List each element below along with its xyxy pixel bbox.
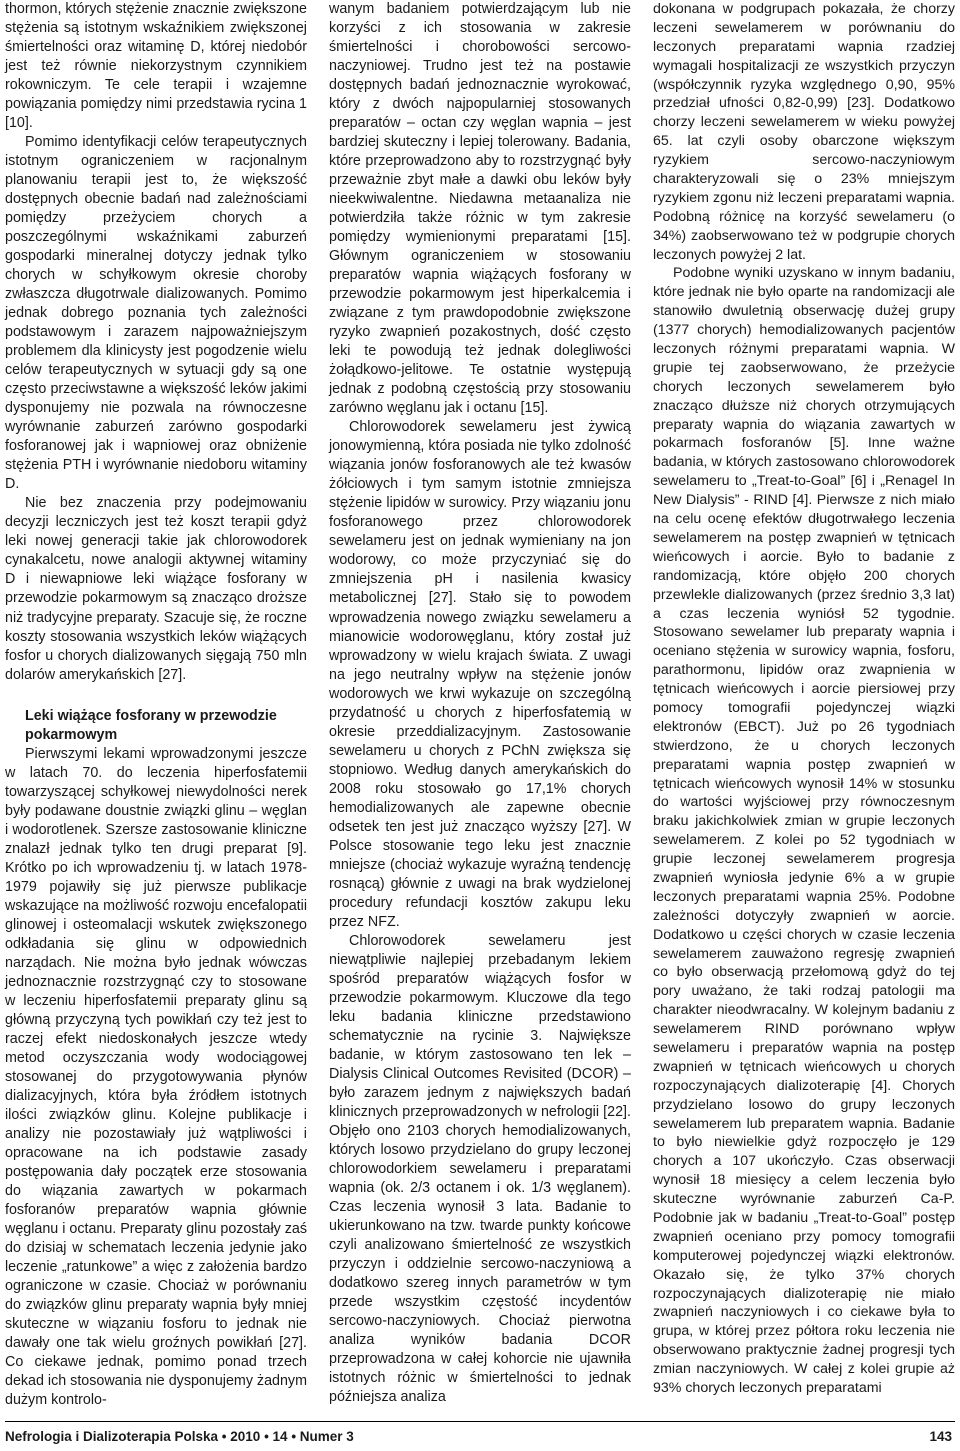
section-heading: Leki wiążące fosforany w przewodzie pokarmowym xyxy=(25,707,277,743)
paragraph: Pierwszymi lekami wprowadzonymi jeszcze w latach 70. do leczenia hiperfosfatemii towarzyszącej schyłkowej niewydolności nerek były podawane doustnie związki glinu – węglan i wodorotlenek. Szersze zastosowanie kliniczne znalazł jednak tylko ten drugi preparat [9]. Krótko po ich wprowadzeniu tj. w latach 1978-1979 pojawiły się już pierwsze publikacje wskazujące na możliwość rozwoju encefalopatii glinowej i osteomalacji wskutek zwiększonego odkładania się glinu w odpowiednich narządach. Nie można było jednak wówczas jednoznacznie rozstrzygnąć czy to stosowane w leczeniu hiperfosfatemii preparaty glinu są główną przyczyną tych powikłań czy też jest to raczej efekt niedoskonałych jeszcze wtedy metod oczyszczania wody wodociągowej stosowanej do przygotowywania płynów dializacyjnych, która była źródłem istotnych ilości związków glinu. Kolejne publikacje i analizy nie pozostawiały już wątpliwości i opracowane na ich podstawie zasady postępowania dały początek erze stosowania do wiązania zawartych w pokarmach fosforanów preparatów wapnia głównie węglanu i octanu. Preparaty glinu pozostały zaś do dzisiaj w schematach leczenia jedynie jako leczenie „ratunkowe” a więc z założenia bardzo ograniczone w czasie. Chociaż w porównaniu do związków glinu preparaty wapnia były mniej skuteczne w wiązaniu fosforu to jednak nie dawały one tak wielu groźnych powikłań [27]. Co ciekawe jednak, pomimo ponad trzech dekad ich stosowania nie dysponujemy żadnym dużym kontrolo- xyxy=(5,745,308,1409)
text-column-1 xyxy=(5,0,307,1410)
footer-divider xyxy=(5,1421,955,1422)
paragraph: dokonana w podgrupach pokazała, że chorzy leczeni sewelamerem w porównaniu do leczonych preparatami wapnia rzadziej wymagali hospitalizacji ze wszystkich przyczyn (współczynnik ryzyka względnego 0,90, 95% przedział ufności 0,82-0,99) [23]. Dodatkowo chorzy leczeni sewelamerem w wieku powyżej 65. lat czyli osoby obarczone większym ryzykiem sercowo-naczyniowym charakteryzowali się o 23% mniejszym ryzykiem zgonu niż leczeni preparatami wapnia. Podobną różnicę na korzyść sewelameru (o 34%) zaobserwowano też w podgrupie chorych leczonych powyżej 2 lat. xyxy=(653,1,955,263)
paragraph: thormon, których stężenie znacznie zwiększone stężenia są istotnym wskaźnikiem zwiększonej śmiertelności oraz witaminę D, której niedobór jest też równie niekorzystnym czynnikiem rokowniczym. Te cele terapii i wzajemne powiązania pomiędzy nimi przedstawia rycina 1 [10]. xyxy=(5,1,307,132)
paragraph: Podobne wyniki uzyskano w innym badaniu, które jednak nie było oparte na randomizacji ale stanowiło dwuletnią obserwację dużej grupy (1377 chorych) hemodializowanych pacjentów leczonych różnymi preparatami wapnia. W grupie tej zaobserwowano, że przeżycie chorych leczonych sewelamerem było znacząco dłuższe niż chorych otrzymujących preparaty wapnia do wiązania zawartych w pokarmach fosforanów [5]. Inne ważne badania, w których zastosowano chlorowodorek sewelameru to „Treat-to-Goal” [6] i „Renagel In New Dialysis” - RIND [4]. Pierwsze z nich miało na celu ocenę efektów długotrwałego leczenia sewelamerem na postęp zwapnień w tętnicach wieńcowych i aorcie. Było to badanie z randomizacją, które objęło 200 chorych przewlekle dializowanych (przez średnio 3,3 lat) a czas leczenia wyniósł 52 tygodnie. Stosowano sewelamer lub preparaty wapnia i oceniano stężenia w surowicy wapnia, fosforu, parathormonu, lipidów oraz zwapnienia w tętnicach wieńcowych i aorcie piersiowej przy pomocy tomografii pojedynczej wiązki elektronów (EBCT). Już po 26 tygodniach stwierdzono, że u chorych leczonych preparatami wapnia postęp zwapnień w tętnicach wieńcowych wynosił 14% w stosunku do wartości wyjściowej przy równoczesnym braku jakichkolwiek zmian w grupie leczonych sewelamerem. Z kolei po 52 tygodniach w grupie leczonej sewelamerem progresja zwapnień wyniosła jedynie 6% a w grupie leczonych preparatami wapnia 25%. Podobne zależności dotyczyły zwapnień w aorcie. Dodatkowo u części chorych w czasie leczenia sewelamerem zauważono regresję zwapnień co było obserwacją przełomową gdyż do tej pory uważano, że taki rodzaj patologii ma charakter nieodwracalny. W kolejnym badaniu z sewelamerem RIND porównano wpływ sewelameru i preparatów wapnia na postęp zwapnień w tętnicach wieńcowych u chorych rozpoczynających dializoterapię [4]. Chorych przydzielano losowo do grupy leczonych sewelamerem lub preparatem wapnia. Badanie to było niewielkie gdyż rozpoczęło je 129 chorych a 107 ukończyło. Czas obserwacji wynosił 18 miesięcy a celem leczenia było skuteczne wyrównanie zaburzeń Ca-P. Podobnie jak w badaniu „Treat-to-Goal” postęp zwapnień oceniano przy pomocy tomografii komputerowej pojedynczej wiązki elektronów. Okazało się, że tylko 37% chorych rozpoczynających dializoterapię nie miało zwapnień naczyniowych i co ciekawe była to grupa, w której przez półtora roku leczenia nie obserwowano praktycznie żadnej progresji tych zmian naczyniowych. W całej z kolei grupie aż 93% chorych leczonych preparatami xyxy=(653,265,955,1397)
paragraph: Chlorowodorek sewelameru jest żywicą jonowymienną, która posiada nie tylko zdolność wiązania jonów fosforanowych ale też kwasów żółciowych i tym samym istotnie zmniejsza stężenie lipidów w surowicy. Przy wiązaniu jonu fosforanowego przez chlorowodorek sewelameru jest on jednak wymieniany na jon wodorowy, co może przyczyniać się do zmniejszenia pH i nasilenia kwasicy metabolicznej [27]. Stało się to powodem wprowadzenia nowego związku sewelameru a mianowicie wodorowęglanu, który został już wprowadzony w wielu krajach świata. Z uwagi na jego neutralny wpływ na stężenie jonów wodorowych we krwi wykazuje on szczególną przydatność u chorych z hiperfosfatemią w okresie przeddializacyjnym. Zastosowanie sewelameru u chorych z PChN zwiększa się stopniowo. Według danych amerykańskich do 2008 roku stosowało go 17,1% chorych hemodializowanych ale zapewne obecnie odsetek ten jest już znacząco wyższy [27]. W Polsce stosowanie tego leku jest znacznie mniejsze (chociaż wykazuje wyraźną tendencję rosnącą) głównie z uwagi na brak wydzielonej procedury refundacji kosztów zakupu leku przez NFZ. xyxy=(329,419,631,930)
page-number: 143 xyxy=(929,1429,952,1444)
text-column-2 xyxy=(329,0,631,1407)
paragraph: Chlorowodorek sewelameru jest niewątpliwie najlepiej przebadanym lekiem spośród preparatów wiążących fosfor w przewodzie pokarmowym. Kluczowe dla tego leku badania kliniczne przedstawiono schematycznie na rycinie 3. Największe badanie, w którym zastosowano ten lek – Dialysis Clinical Outcomes Revisited (DCOR) – było zarazem jednym z największych badań klinicznych przeprowadzonych w nefrologii [22]. Objęło ono 2103 chorych hemodializowanych, których losowo przydzielano do grupy leczonej chlorowodorkiem sewelameru i preparatami wapnia (ok. 2/3 octanem i ok. 1/3 węglanem). Czas leczenia wynosił 3 lata. Badanie to ukierunkowano na tzw. twarde punkty końcowe czyli analizowano śmiertelność ze wszystkich przyczyn i oddzielnie sercowo-naczyniową a dodatkowo szereg innych parametrów w tym przede wszystkim częstość incydentów sercowo-naczyniowych. Chociaż pierwotna analiza wyników badania DCOR przeprowadzona w całej kohorcie nie ujawniła istotnych różnic w śmiertelności to jednak późniejsza analiza xyxy=(329,932,631,1406)
journal-citation: Nefrologia i Dializoterapia Polska • 2010 • 14 • Numer 3 xyxy=(5,1429,354,1444)
paragraph: Nie bez znaczenia przy podejmowaniu decyzji leczniczych jest też koszt terapii gdyż leki nowej generacji takie jak chlorowodorek cynakalcetu, nowe analogii aktywnej witaminy D i niewapniowe leki wiążące fosforany w przewodzie pokarmowym są znacząco droższe niż tradycyjne preparaty. Szacuje się, że roczne koszty stosowania wszystkich leków wiążących fosfor u chorych dializowanych sięgają 750 mln dolarów amerykańskich [27]. xyxy=(5,495,307,683)
paragraph: wanym badaniem potwierdzającym lub nie korzyści z ich stosowania w zakresie śmiertelności i chorobowości sercowo-naczyniowej. Trudno jest też na postawie dostępnych badań jednoznacznie wyrokować, który z dwóch najpopularniej stosowanych preparatów – octan czy węglan wapnia – jest bardziej skuteczny i lepiej tolerowany. Badania, które przeprowadzono aby to rozstrzygnąć były przeważnie zbyt małe a dawki obu leków były nieekwiwalentne. Niedawna metaanaliza nie potwierdziła także różnic w tym zakresie pomiędzy wymienionymi preparatami [15]. Głównym ograniczeniem w stosowaniu preparatów wapnia wiążących fosforany w przewodzie pokarmowym jest hiperkalcemia i związane z tym prawdopodobnie zwiększone ryzyko zwapnień pozakostnych, dość często leki te powodują też jednak dolegliwości żołądkowo-jelitowe. Te ostatnie występują jednak z podobną częstością przy stosowaniu zarówno węglanu jak i octanu [15]. xyxy=(329,1,631,417)
paragraph: Pomimo identyfikacji celów terapeutycznych istotnym ograniczeniem w racjonalnym planowaniu terapii jest to, że większość dostępnych obecnie badań nad zależnościami pomiędzy przeżyciem chorych a poszczególnymi wskaźnikami zaburzeń gospodarki mineralnej dotyczy jednak tylko chorych w schyłkowym okresie choroby zwłaszcza długotrwale dializowanych. Pomimo jednak dobrego poznania tych zależności podstawowym i zarazem najpoważniejszym problemem dla klinicysty jest pogodzenie wielu celów terapeutycznych w sytuacji gdy są one często przeciwstawne a większość leków jakimi dysponujemy nie pozwala na równoczesne wyrównanie zaburzeń zarówno gospodarki fosforanowej jak i wapniowej oraz obniżenie stężenia PTH i wyrównanie niedoboru witaminy D. xyxy=(5,134,307,493)
text-column-3 xyxy=(653,0,955,1398)
